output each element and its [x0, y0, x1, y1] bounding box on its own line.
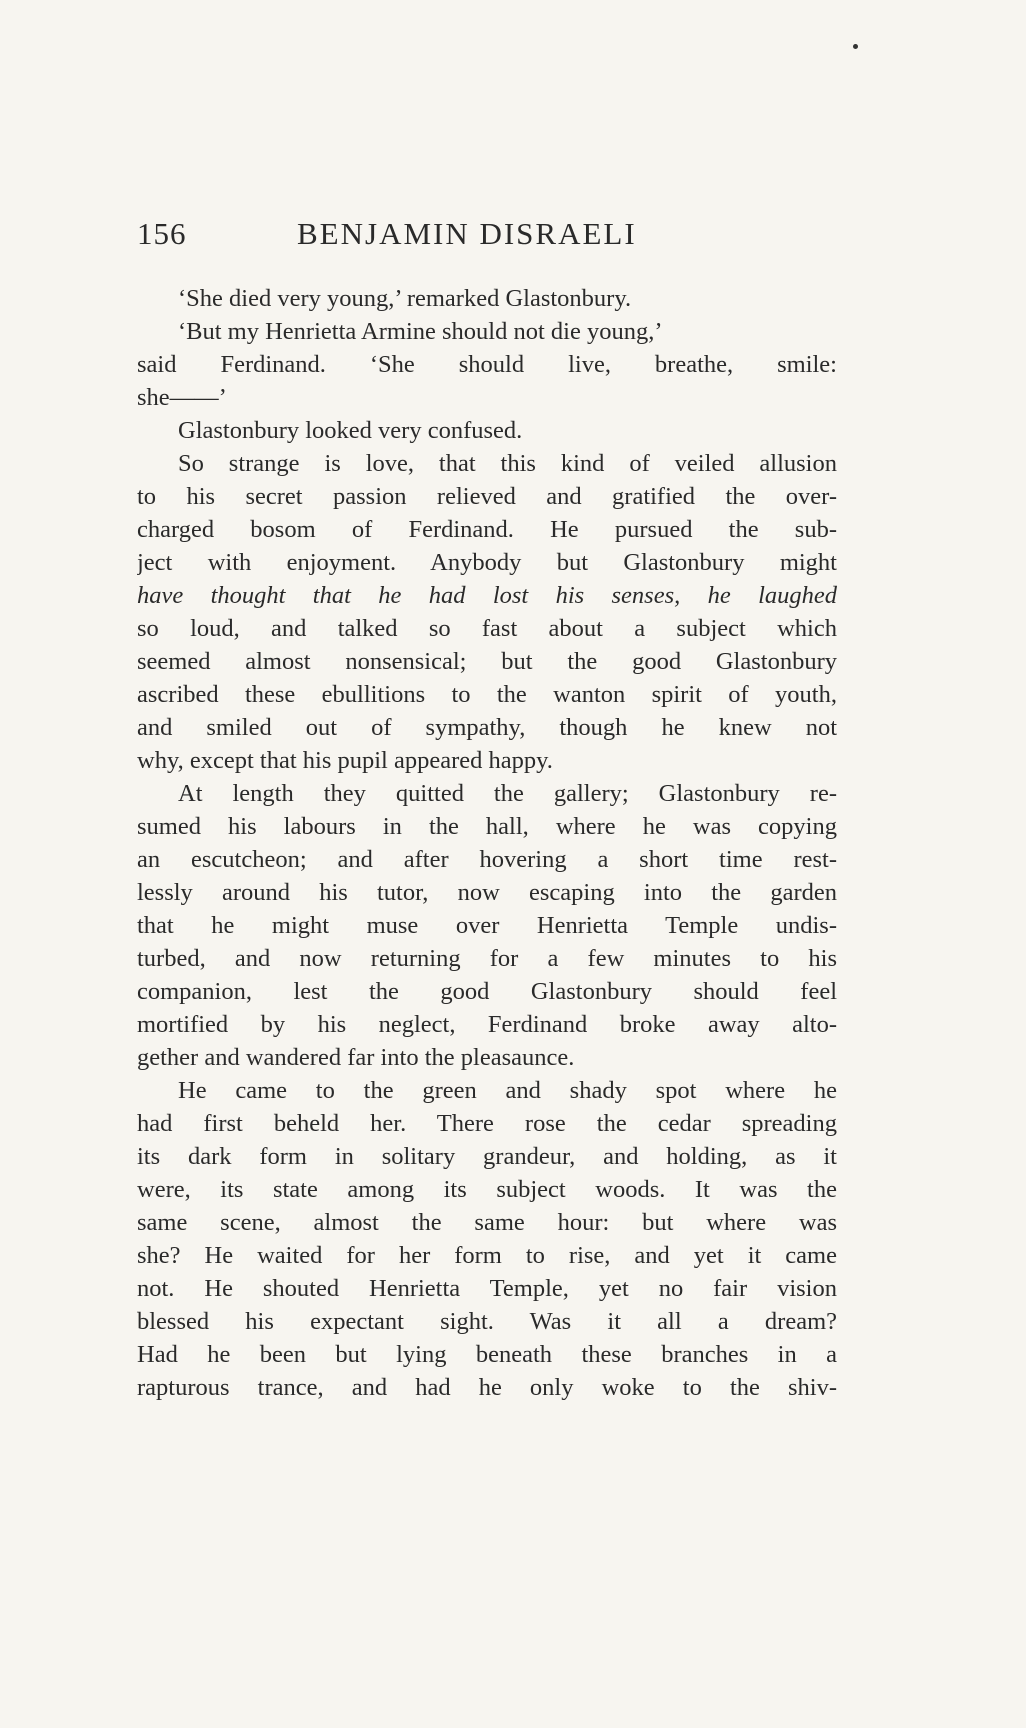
- text-line: to his secret passion relieved and gratified the over-: [137, 483, 837, 510]
- text-line: gether and wandered far into the pleasaunce.: [137, 1044, 575, 1071]
- text-line: lessly around his tutor, now escaping into the garden: [137, 879, 837, 906]
- text-line: blessed his expectant sight. Was it all a dream?: [137, 1308, 837, 1335]
- text-line: companion, lest the good Glastonbury should feel: [137, 978, 837, 1005]
- text-line: turbed, and now returning for a few minutes to his: [137, 945, 837, 972]
- text-line: ject with enjoyment. Anybody but Glastonbury might: [137, 549, 837, 576]
- text-line: its dark form in solitary grandeur, and holding, as it: [137, 1143, 837, 1170]
- text-line: At length they quitted the gallery; Glastonbury re-: [178, 780, 837, 807]
- text-line: were, its state among its subject woods. It was the: [137, 1176, 837, 1203]
- text-line: an escutcheon; and after hovering a short time rest-: [137, 846, 837, 873]
- text-line: Glastonbury looked very confused.: [178, 417, 523, 444]
- text-line: not. He shouted Henrietta Temple, yet no fair vision: [137, 1275, 837, 1302]
- text-line: ascribed these ebullitions to the wanton spirit of youth,: [137, 681, 837, 708]
- running-head: [137, 216, 837, 256]
- running-head-author: BENJAMIN DISRAELI: [297, 216, 637, 251]
- text-line: she——’: [137, 384, 227, 411]
- text-line: so loud, and talked so fast about a subject which: [137, 615, 837, 642]
- text-line: said Ferdinand. ‘She should live, breathe, smile:: [137, 351, 837, 378]
- text-line: rapturous trance, and had he only woke to the shiv-: [137, 1374, 837, 1401]
- text-line: mortified by his neglect, Ferdinand broke away alto-: [137, 1011, 837, 1038]
- text-line: ‘She died very young,’ remarked Glastonbury.: [178, 285, 632, 312]
- text-line: ‘But my Henrietta Armine should not die young,’: [178, 318, 663, 345]
- page-number: 156: [137, 216, 187, 251]
- text-line: she? He waited for her form to rise, and yet it came: [137, 1242, 837, 1269]
- text-line: had first beheld her. There rose the cedar spreading: [137, 1110, 837, 1137]
- text-line: Had he been but lying beneath these branches in a: [137, 1341, 837, 1368]
- text-line: charged bosom of Ferdinand. He pursued the sub-: [137, 516, 837, 543]
- text-line: He came to the green and shady spot where he: [178, 1077, 837, 1104]
- body-text: [137, 282, 837, 1404]
- text-line: have thought that he had lost his senses, he laughed: [137, 582, 837, 609]
- text-line: why, except that his pupil appeared happy.: [137, 747, 553, 774]
- text-line: seemed almost nonsensical; but the good Glastonbury: [137, 648, 837, 675]
- text-line: same scene, almost the same hour: but where was: [137, 1209, 837, 1236]
- text-line: and smiled out of sympathy, though he knew not: [137, 714, 837, 741]
- text-line: So strange is love, that this kind of veiled allusion: [178, 450, 837, 477]
- text-line: that he might muse over Henrietta Temple undis-: [137, 912, 837, 939]
- text-line: sumed his labours in the hall, where he was copying: [137, 813, 837, 840]
- ink-speck: [853, 44, 858, 49]
